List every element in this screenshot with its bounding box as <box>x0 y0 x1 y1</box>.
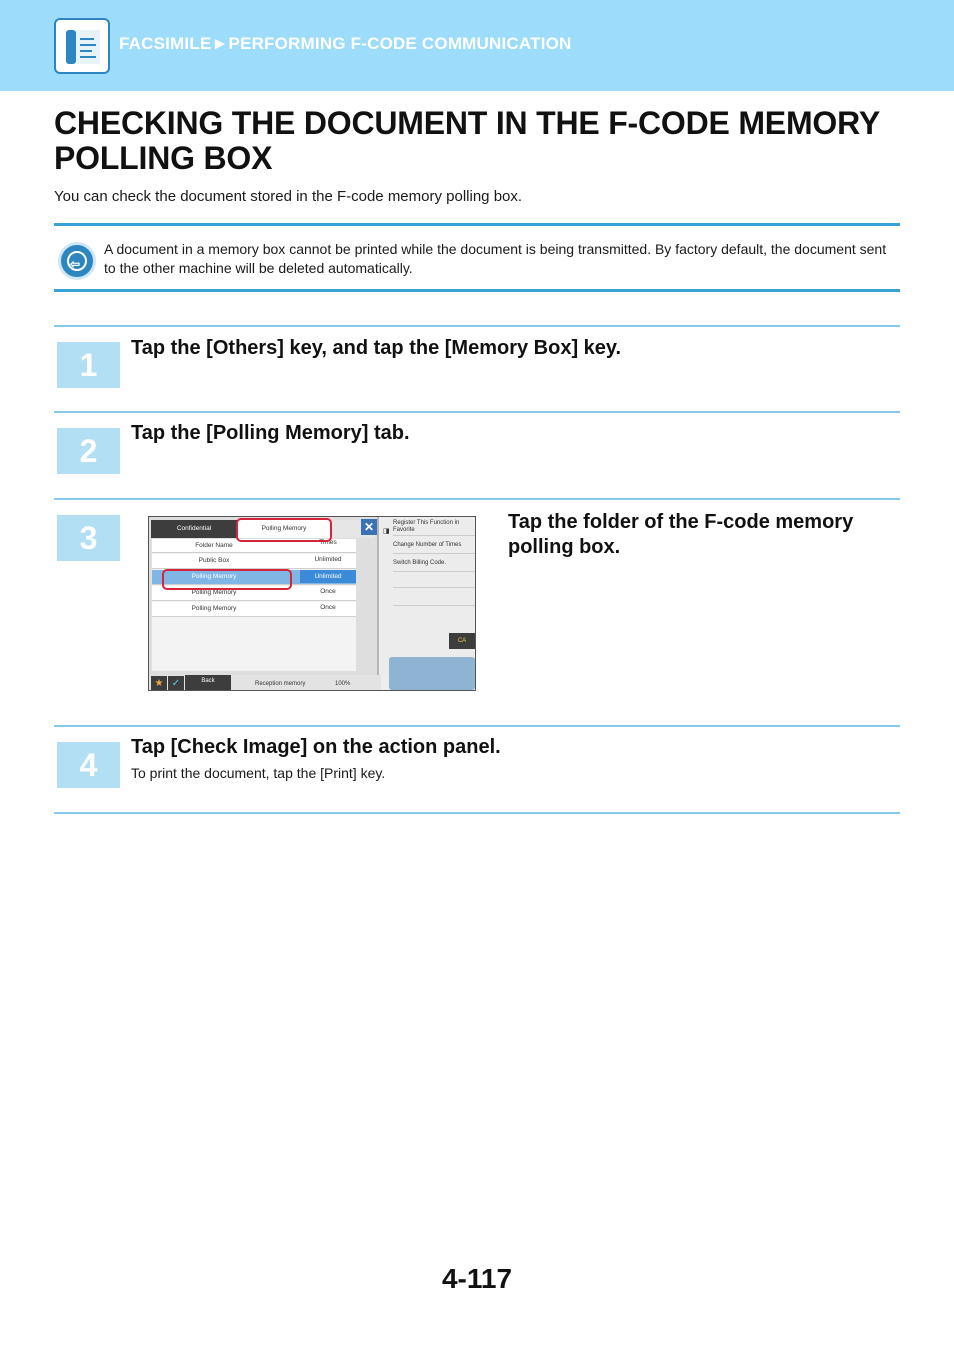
note-text: A document in a memory box cannot be printed while the document is being transmitted. By factory default, the document sent to the other machine will be deleted automatically. <box>104 241 887 276</box>
memory-box-screenshot <box>148 516 476 691</box>
step-divider <box>54 498 900 500</box>
memory-box-panel <box>149 517 379 675</box>
column-times: Times <box>319 539 337 546</box>
fax-document-icon <box>54 18 110 74</box>
step-title: Tap the [Polling Memory] tab. <box>131 422 410 444</box>
page-number: 4-117 <box>441 1263 513 1294</box>
list-item[interactable]: Public Box Unlimited <box>152 554 356 569</box>
return-arrow-icon: ⇦ <box>58 242 96 280</box>
breadcrumb: FACSIMILE►PERFORMING F-CODE COMMUNICATION <box>119 34 572 53</box>
step-divider <box>54 325 900 327</box>
clear-all-button[interactable]: CA <box>449 633 475 649</box>
start-button[interactable] <box>389 657 475 690</box>
action-register-favorite[interactable]: Register This Function in Favorite <box>393 520 476 536</box>
step-number: 2 <box>57 428 120 474</box>
note-box <box>54 223 900 292</box>
list-item[interactable]: Polling Memory Once <box>152 602 356 617</box>
step-title: Tap the folder of the F-code memory polling box. <box>508 511 854 558</box>
list-item-selected[interactable]: Polling Memory Unlimited <box>152 570 356 585</box>
star-icon[interactable]: ★ <box>151 676 167 691</box>
highlight-frame <box>162 569 292 590</box>
panel-toggle-icon[interactable]: ◨ <box>383 528 390 535</box>
close-icon[interactable]: ✕ <box>361 519 377 535</box>
highlight-frame <box>236 518 332 542</box>
tab-polling-memory[interactable]: Polling Memory <box>237 520 331 538</box>
folder-list <box>152 539 356 671</box>
step-divider <box>54 725 900 727</box>
step-title: Tap the [Others] key, and tap the [Memory Box] key. <box>131 337 622 359</box>
step-number: 1 <box>57 342 120 388</box>
step-number: 3 <box>57 515 120 561</box>
action-change-times[interactable]: Change Number of Times <box>393 542 476 554</box>
step-title: Tap [Check Image] on the action panel. <box>131 736 501 758</box>
action-panel <box>381 517 476 675</box>
reception-memory-label: Reception memory <box>255 681 306 687</box>
step-number: 4 <box>57 742 120 788</box>
step-divider <box>54 812 900 814</box>
step-divider <box>54 411 900 413</box>
tab-confidential[interactable]: Confidential <box>151 520 237 538</box>
column-folder-name: Folder Name <box>195 542 233 549</box>
intro-text: You can check the document stored in the F-code memory polling box. <box>54 188 523 205</box>
list-item[interactable]: Polling Memory Once <box>152 586 356 601</box>
page-title: CHECKING THE DOCUMENT IN THE F-CODE MEMORY POLLING BOX <box>54 105 880 176</box>
reception-memory-value: 100% <box>335 681 351 687</box>
back-button[interactable]: Back <box>185 675 231 691</box>
header-band <box>0 0 954 91</box>
check-icon[interactable]: ✓ <box>168 676 184 691</box>
action-switch-billing[interactable]: Switch Billing Code. <box>393 560 476 572</box>
step-note: To print the document, tap the [Print] key. <box>131 765 386 781</box>
